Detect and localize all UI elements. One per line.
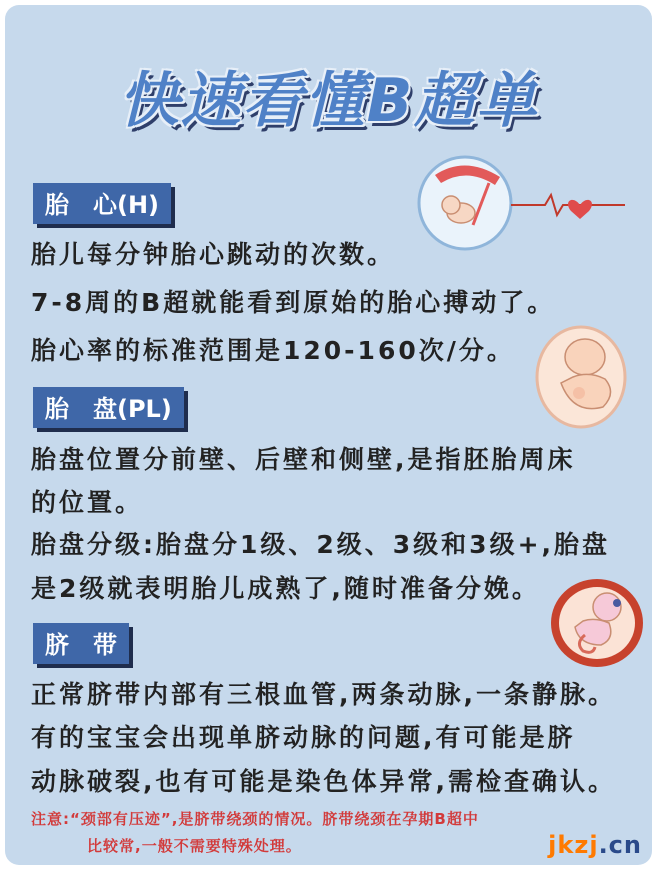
watermark-part-2: .cn — [598, 831, 642, 859]
placenta-line-2: 的位置。 — [31, 488, 144, 517]
curled-fetus-illustration — [533, 323, 629, 431]
umbilical-line-1: 正常脐带内部有三根血管,两条动脉,一条静脉。 — [31, 680, 616, 709]
fetus-heartbeat-illustration — [415, 155, 645, 255]
site-watermark — [548, 831, 642, 859]
placenta-line-1: 胎盘位置分前壁、后壁和侧壁,是指胚胎周床 — [31, 445, 576, 474]
note-line-1: 注意:“颈部有压迹”,是脐带绕颈的情况。脐带绕颈在孕期B超中 — [31, 810, 479, 828]
note-line-2: 比较常,一般不需要特殊处理。 — [87, 837, 302, 855]
page-title: 快速看懂B超单 — [118, 66, 539, 136]
infographic-card — [5, 5, 652, 865]
section-label-umbilical-cord: 脐 带 — [33, 623, 129, 664]
umbilical-line-3: 动脉破裂,也有可能是染色体异常,需检查确认。 — [31, 767, 616, 796]
section-label-fetal-heart: 胎 心(H) — [33, 183, 171, 224]
section-label-placenta: 胎 盘(PL) — [33, 387, 184, 428]
fetal-heart-line-1: 胎儿每分钟胎心跳动的次数。 — [31, 240, 396, 269]
umbilical-line-2: 有的宝宝会出现单脐动脉的问题,有可能是脐 — [31, 723, 576, 752]
fetus-umbilical-illustration — [545, 573, 645, 671]
watermark-part-1: jkzj — [548, 831, 599, 859]
placenta-line-3: 胎盘分级:胎盘分1级、2级、3级和3级+,胎盘 — [31, 530, 611, 559]
placenta-line-4: 是2级就表明胎儿成熟了,随时准备分娩。 — [31, 574, 540, 603]
fetal-heart-line-2: 7-8周的B超就能看到原始的胎心搏动了。 — [31, 288, 556, 317]
fetal-heart-line-3: 胎心率的标准范围是120-160次/分。 — [31, 336, 515, 365]
